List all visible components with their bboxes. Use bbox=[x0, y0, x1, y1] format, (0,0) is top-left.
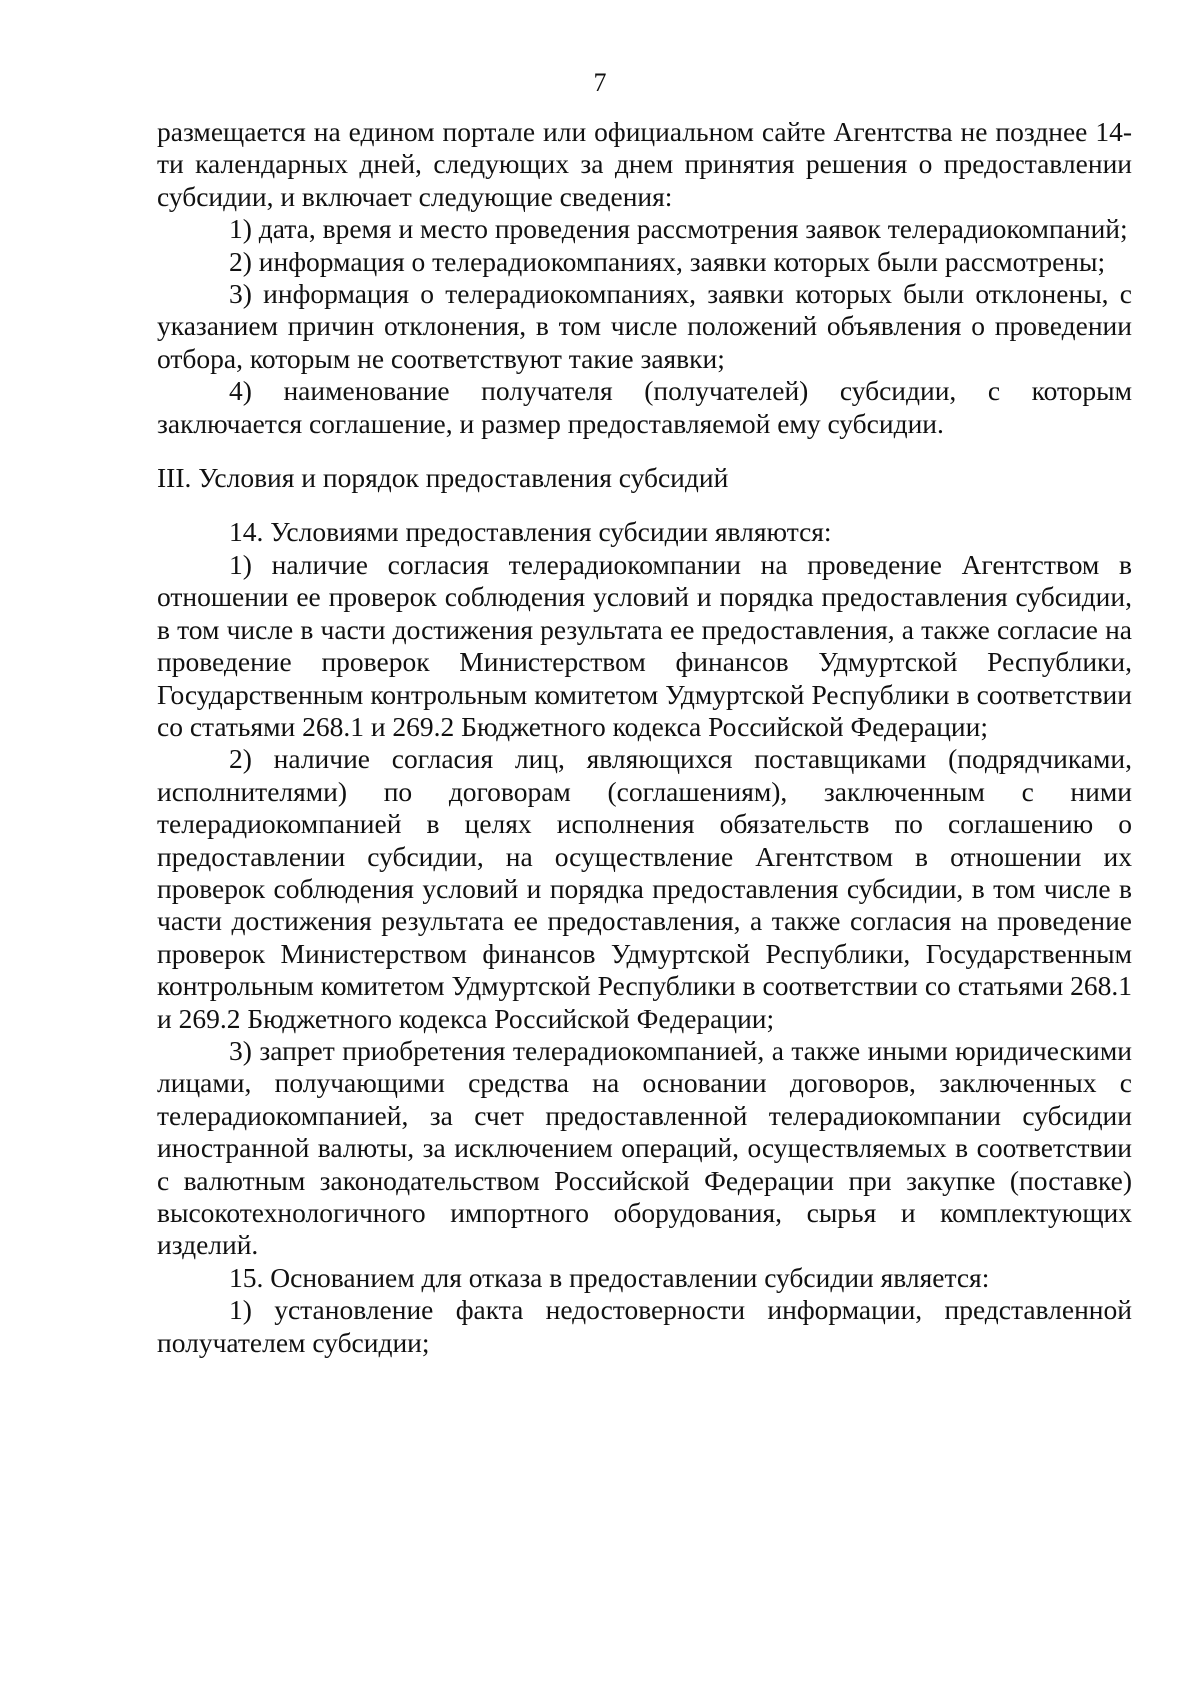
clause-15-title: 15. Основанием для отказа в предоставлении субсидии является: bbox=[229, 1261, 990, 1293]
clause-14-item-2: 2) наличие согласия лиц, являющихся поставщиками (подрядчиками, исполнителями) по договорам (соглашениям), заключенным с ними телерадиокомпанией в целях исполнения обязательств по соглашению о предоставлении субсидии, на осуществление Агентством в отношении их проверок соблюдения условий и порядка предоставления субсидии, в том числе в части достижения результата ее предоставления, а также согласия на проведение проверок Министерством финансов Удмуртской Республики, Государственным контрольным комитетом Удмуртской Республики в соответствии со статьями 268.1 и 269.2 Бюджетного кодекса Российской Федерации; bbox=[157, 743, 1132, 1034]
page-number: 7 bbox=[593, 68, 607, 97]
document-body bbox=[157, 116, 1132, 1359]
intro-item-3: 3) информация о телерадиокомпаниях, заявки которых были отклонены, с указанием причин отклонения, в том числе положений объявления о проведении отбора, которым не соответствуют такие заявки; bbox=[157, 278, 1132, 374]
intro-paragraph: размещается на едином портале или официальном сайте Агентства не позднее 14-ти календарных дней, следующих за днем принятия решения о предоставлении субсидии, и включает следующие сведения: bbox=[157, 116, 1132, 212]
intro-item-2: 2) информация о телерадиокомпаниях, заявки которых были рассмотрены; bbox=[229, 245, 1106, 277]
section-heading: III. Условия и порядок предоставления субсидий bbox=[157, 462, 729, 494]
intro-item-1: 1) дата, время и место проведения рассмотрения заявок телерадиокомпаний; bbox=[229, 213, 1128, 245]
intro-item-4: 4) наименование получателя (получателей) субсидии, с которым заключается соглашение, и размер предоставляемой ему субсидии. bbox=[157, 375, 1132, 439]
clause-14-item-1: 1) наличие согласия телерадиокомпании на проведение Агентством в отношении ее проверок соблюдения условий и порядка предоставления субсидии, в том числе в части достижения результата ее предоставления, а также согласие на проведение проверок Министерством финансов Удмуртской Республики, Государственным контрольным комитетом Удмуртской Республики в соответствии со статьями 268.1 и 269.2 Бюджетного кодекса Российской Федерации; bbox=[157, 548, 1132, 742]
clause-14-title: 14. Условиями предоставления субсидии являются: bbox=[229, 516, 832, 548]
clause-14-item-3: 3) запрет приобретения телерадиокомпанией, а также иными юридическими лицами, получающими средства на основании договоров, заключенных с телерадиокомпанией, за счет предоставленной телерадиокомпании субсидии иностранной валюты, за исключением операций, осуществляемых в соответствии с валютным законодательством Российской Федерации при закупке (поставке) высокотехнологичного импортного оборудования, сырья и комплектующих изделий. bbox=[157, 1034, 1132, 1261]
clause-15-item-1: 1) установление факта недостоверности информации, представленной получателем субсидии; bbox=[157, 1294, 1132, 1358]
